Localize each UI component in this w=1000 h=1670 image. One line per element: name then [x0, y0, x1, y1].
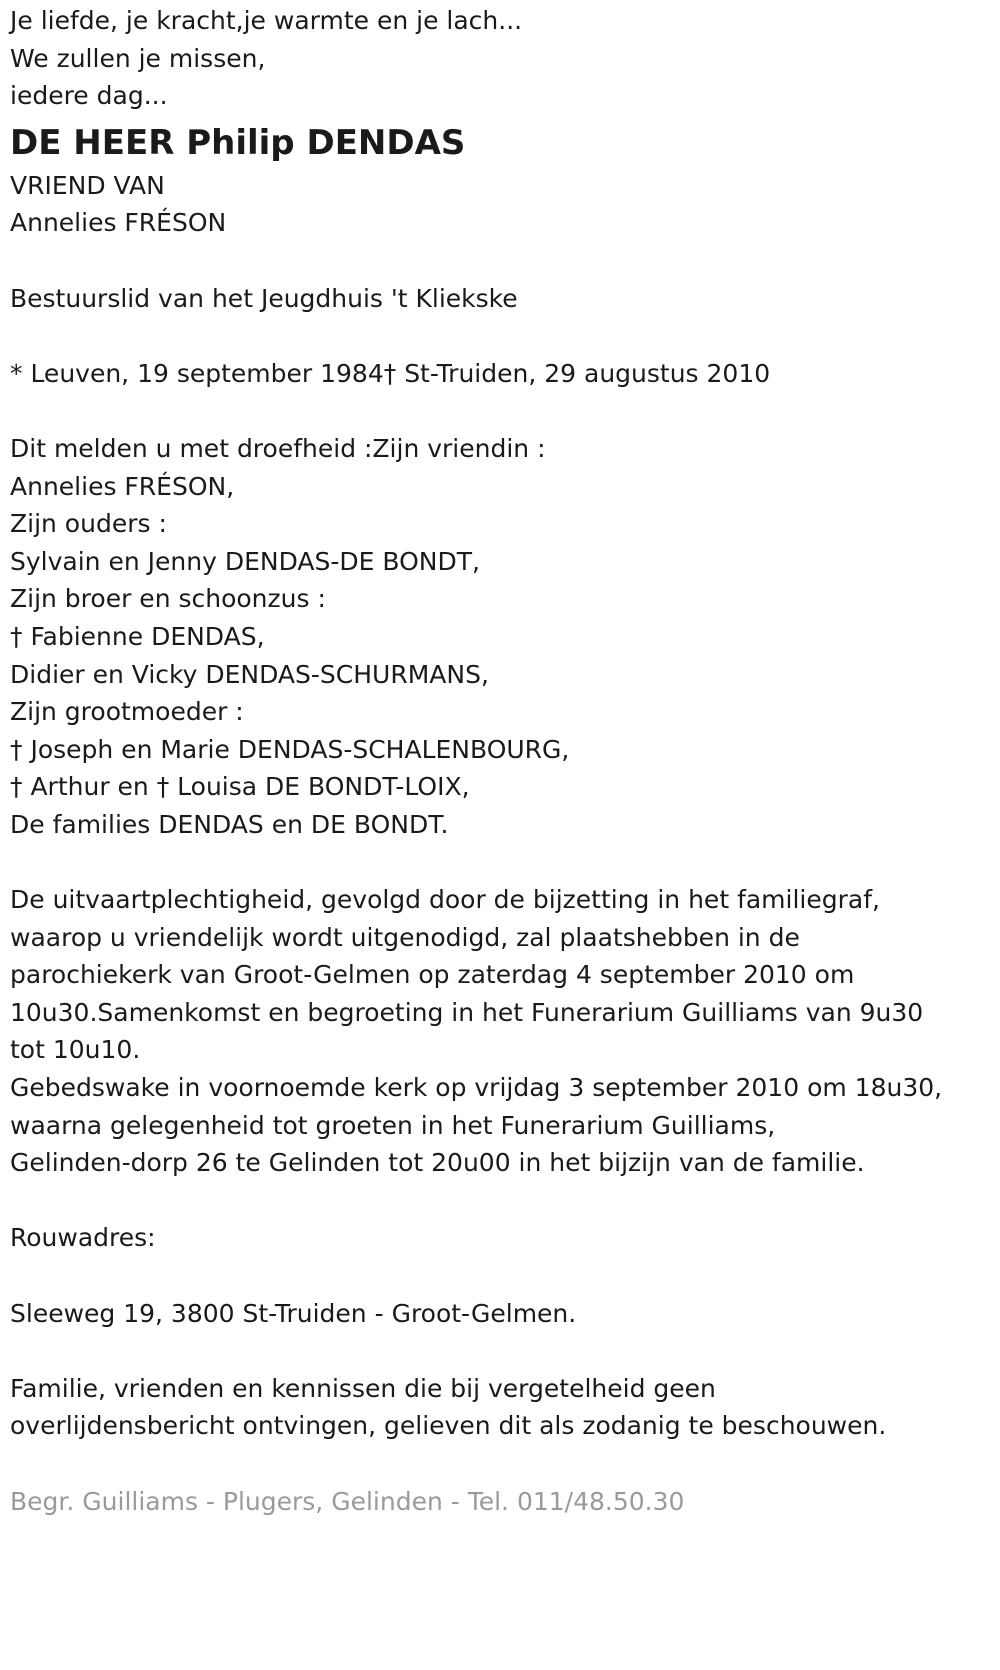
- relation: [10, 167, 990, 242]
- ceremony-line: waarna gelegenheid tot groeten in het Funerarium Guilliams,: [10, 1110, 776, 1140]
- verse: [10, 2, 990, 115]
- ceremony-line: waarop u vriendelijk wordt uitgenodigd, zal plaatshebben in de: [10, 922, 800, 952]
- family-line: Didier en Vicky DENDAS-SCHURMANS,: [10, 659, 489, 689]
- family-line: † Joseph en Marie DENDAS-SCHALENBOURG,: [10, 734, 570, 764]
- verse-line: iedere dag...: [10, 81, 168, 111]
- relation-partner: Annelies FRÉSON: [10, 208, 227, 238]
- family-line: † Arthur en † Louisa DE BONDT-LOIX,: [10, 772, 470, 802]
- family-line: Dit melden u met droefheid :Zijn vriendin :: [10, 433, 546, 463]
- family-list: [10, 430, 990, 844]
- death-notice: [10, 2, 990, 1520]
- ceremony-line: tot 10u10.: [10, 1035, 141, 1065]
- verse-line: Je liefde, je kracht,je warmte en je lach...: [10, 6, 523, 35]
- notice-line: Familie, vrienden en kennissen die bij vergetelheid geen: [10, 1373, 716, 1403]
- address-label: Rouwadres:: [10, 1223, 156, 1253]
- funeral-home-footer: Begr. Guilliams - Plugers, Gelinden - Tel. 011/48.50.30: [10, 1486, 685, 1516]
- family-line: Zijn ouders :: [10, 509, 167, 539]
- family-line: Zijn broer en schoonzus :: [10, 584, 326, 614]
- family-line: Zijn grootmoeder :: [10, 697, 244, 727]
- family-line: † Fabienne DENDAS,: [10, 621, 265, 651]
- relation-label: VRIEND VAN: [10, 170, 165, 200]
- birth-death-dates: * Leuven, 19 september 1984† St-Truiden, 29 augustus 2010: [10, 358, 771, 388]
- mourning-address: Sleeweg 19, 3800 St-Truiden - Groot-Gelmen.: [10, 1298, 577, 1328]
- family-line: Sylvain en Jenny DENDAS-DE BONDT,: [10, 546, 480, 576]
- ceremony-line: parochiekerk van Groot-Gelmen op zaterdag 4 september 2010 om: [10, 960, 855, 990]
- role: Bestuurslid van het Jeugdhuis 't Kliekske: [10, 283, 518, 313]
- ceremony-line: De uitvaartplechtigheid, gevolgd door de bijzetting in het familiegraf,: [10, 885, 880, 915]
- ceremony-details: [10, 881, 990, 1182]
- verse-line: We zullen je missen,: [10, 43, 266, 73]
- deceased-name: DE HEER Philip DENDAS: [10, 122, 466, 163]
- notice-line: overlijdensbericht ontvingen, gelieven dit als zodanig te beschouwen.: [10, 1411, 887, 1441]
- notice: [10, 1370, 990, 1445]
- ceremony-line: Gelinden-dorp 26 te Gelinden tot 20u00 in het bijzijn van de familie.: [10, 1148, 865, 1178]
- ceremony-line: 10u30.Samenkomst en begroeting in het Funerarium Guilliams van 9u30: [10, 997, 924, 1027]
- family-line: De families DENDAS en DE BONDT.: [10, 809, 449, 839]
- family-line: Annelies FRÉSON,: [10, 471, 235, 501]
- ceremony-line: Gebedswake in voornoemde kerk op vrijdag 3 september 2010 om 18u30,: [10, 1073, 943, 1103]
